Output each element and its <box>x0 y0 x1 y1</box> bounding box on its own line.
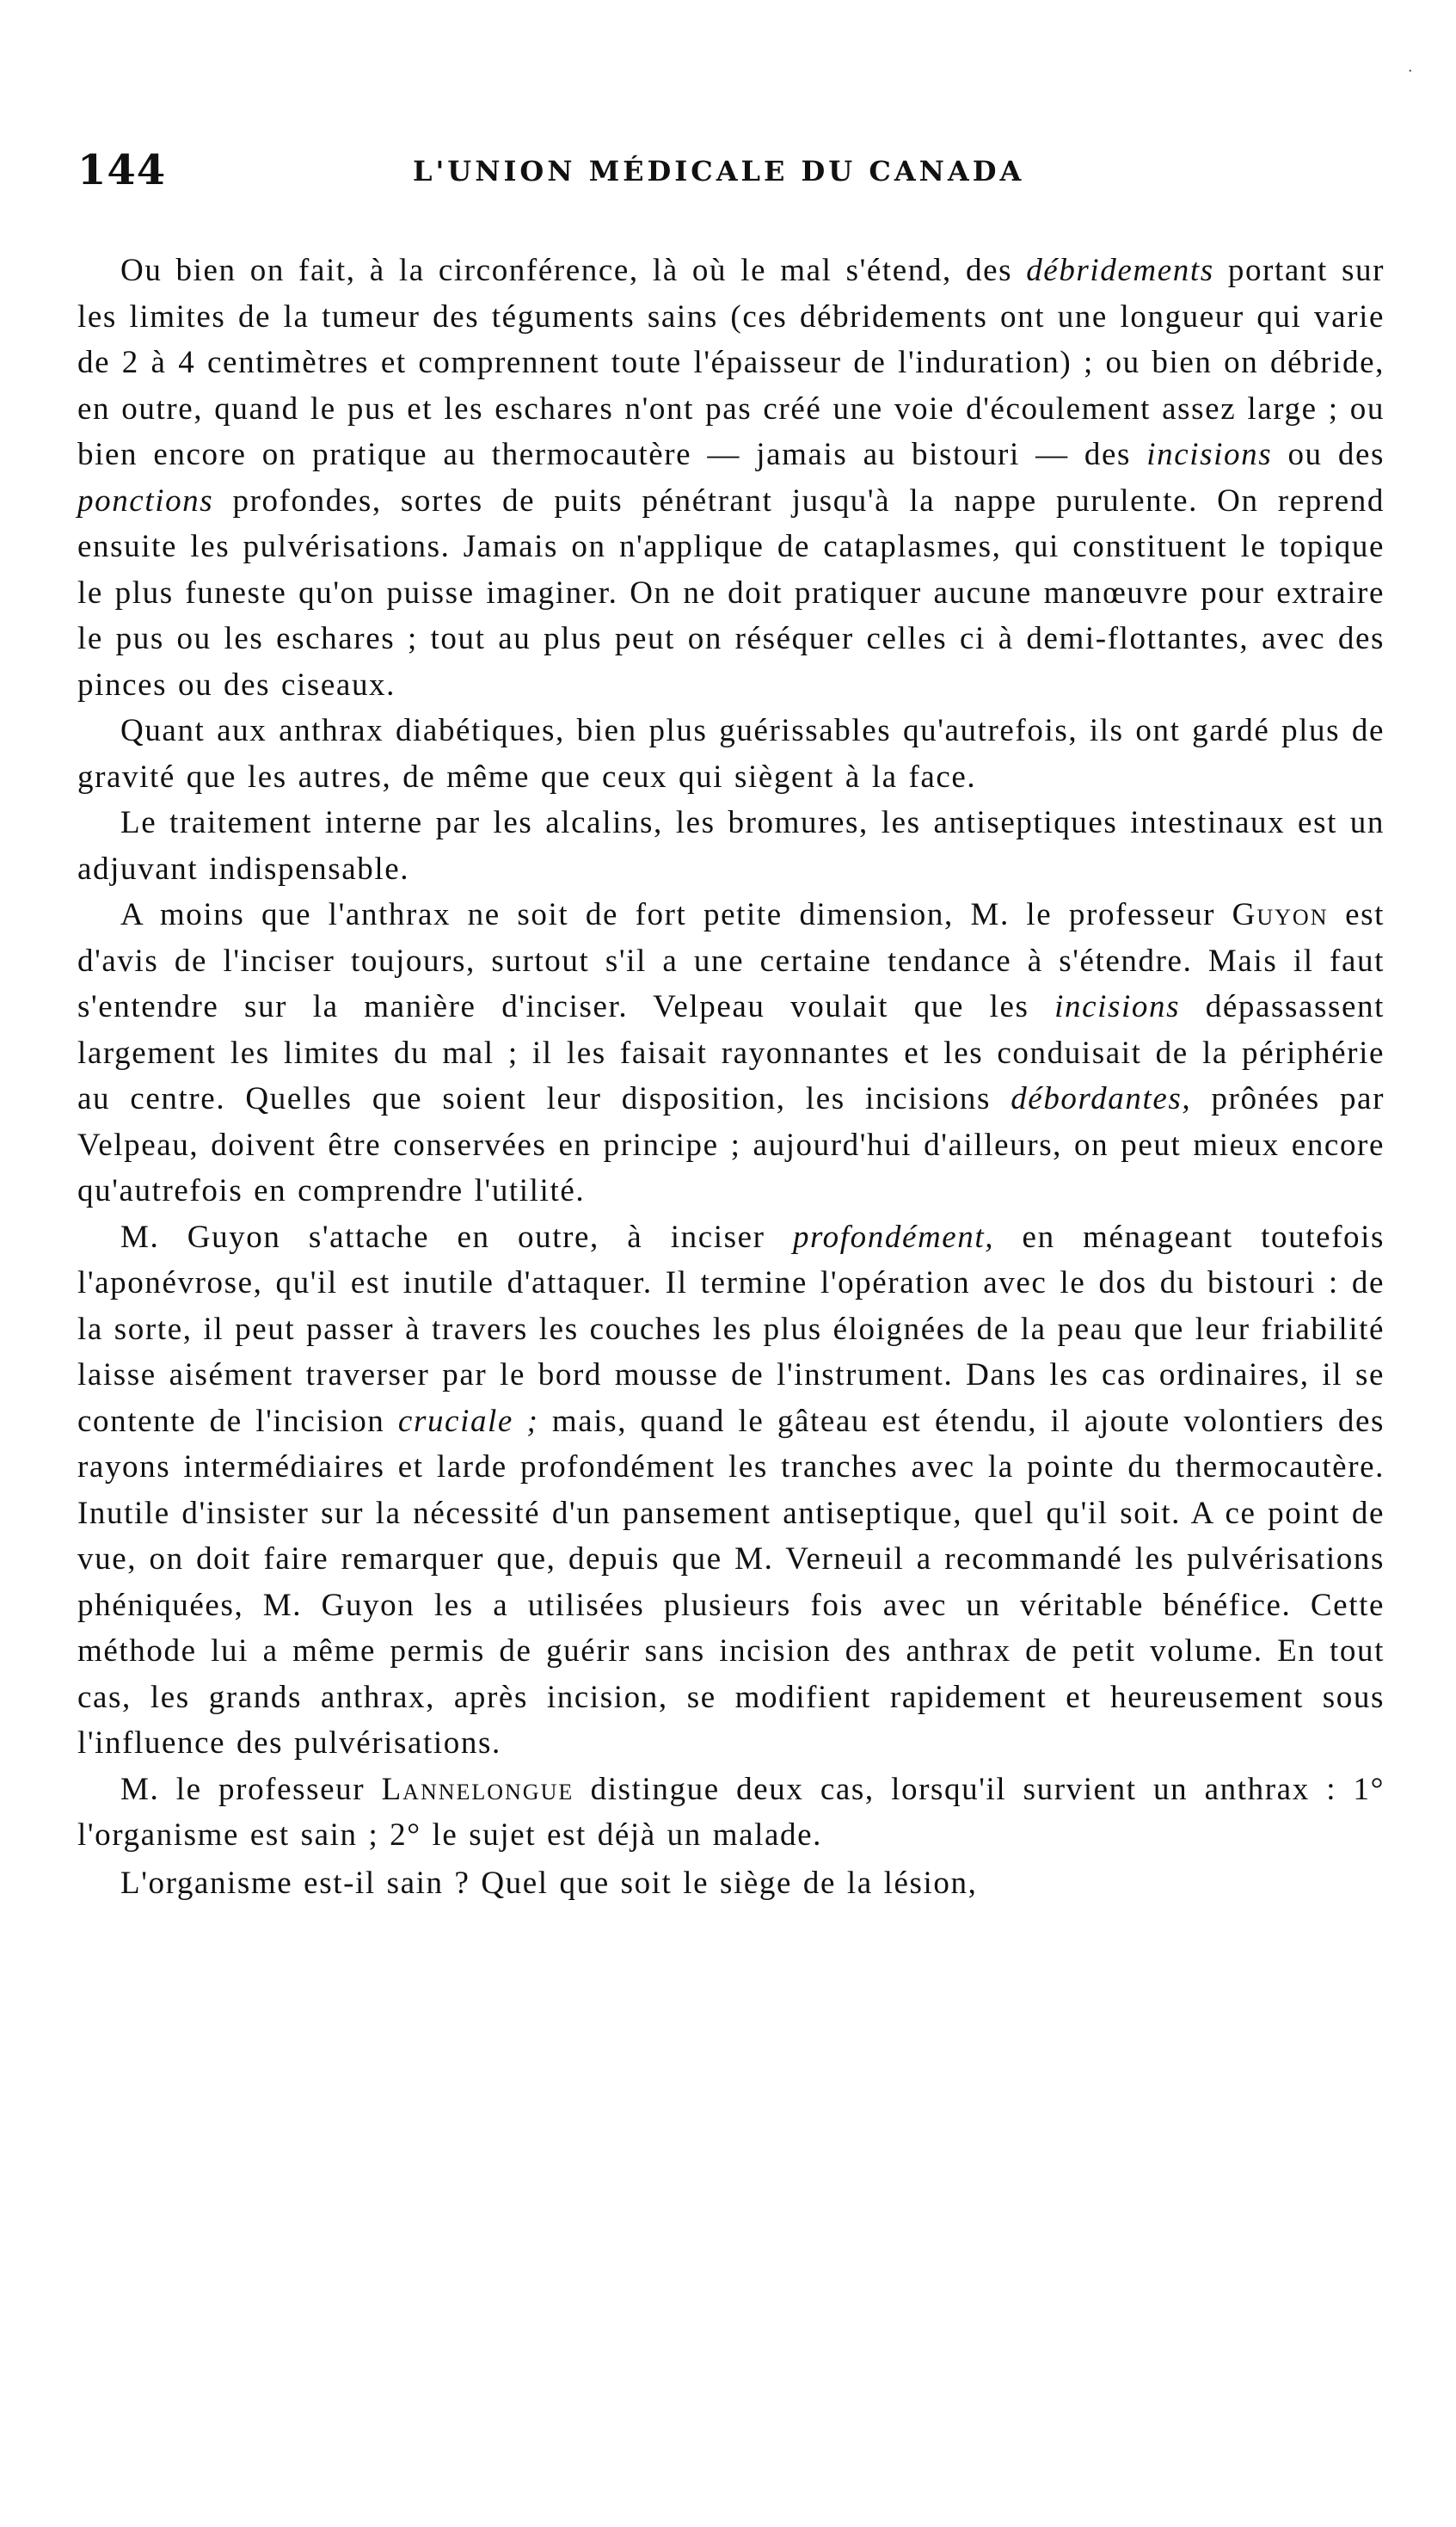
page-header <box>77 146 1385 206</box>
document-page <box>77 146 1385 1906</box>
emphasis-debridements: débridements <box>1026 253 1214 288</box>
text-run: en ménageant toutefois l'aponévrose, qu'il est inutile d'attaquer. Il termine l'opération avec le dos du bistouri : de la sorte, il peut passer à travers les couches les plus éloignées de la peau que leur friabilité laisse aisément traverser par le bord mousse de l'instrument. Dans les cas ordinaires, il se contente de l'incision <box>77 1219 1385 1439</box>
paragraph-3: Le traitement interne par les alcalins, les bromures, les antiseptiques intestinaux est un adjuvant indispensable. <box>77 805 1385 887</box>
text-run: Ou bien on fait, à la circonférence, là où le mal s'étend, des <box>120 253 1027 288</box>
text-run: prônées par Velpeau, doivent être conservées en principe ; aujourd'hui d'ailleurs, on peut mieux encore qu'autrefois en comprendre l'utilité. <box>77 1081 1385 1208</box>
paragraph-2: Quant aux anthrax diabétiques, bien plus guérissables qu'autrefois, ils ont gardé plus de gravité que les autres, de même que ceux qui siègent à la face. <box>77 713 1385 795</box>
text-run: M. le professeur <box>120 1771 382 1807</box>
text-run: M. Guyon s'attache en outre, à inciser <box>120 1219 793 1255</box>
text-run: profondes, sortes de puits pénétrant jusqu'à la nappe purulente. On reprend ensuite les pulvérisations. Jamais on n'applique de cataplasmes, qui constituent le topique le plus funeste qu'on puisse imaginer. On ne doit pratiquer aucune manœuvre pour extraire le pus ou les eschares ; tout au plus peut on réséquer celles ci à demi-flottantes, avec des pinces ou des ciseaux. <box>77 483 1385 703</box>
emphasis-ponctions: ponctions <box>77 483 214 519</box>
emphasis-incisions: incisions <box>1146 437 1273 472</box>
paragraph-4 <box>77 892 1385 1214</box>
running-title: L'UNION MÉDICALE DU CANADA <box>413 155 1025 188</box>
emphasis-debordantes: débordantes, <box>1011 1081 1192 1116</box>
paragraph-7: L'organisme est-il sain ? Quel que soit le siège de la lésion, <box>120 1865 978 1901</box>
page-number: 144 <box>77 146 167 194</box>
paragraph-6 <box>77 1767 1385 1859</box>
small-caps-name: Lannelongue <box>381 1771 574 1807</box>
text-run: portant sur les limites de la tumeur des téguments sains (ces débridements ont une longueur qui varie de 2 à 4 centimètres et comprennent toute l'épaisseur de l'induration) ; ou bien on débride, en outre, quand le pus et les eschares n'ont pas créé une voie d'écoulement assez large ; ou bien encore on pratique au thermocautère — jamais au bistouri — des <box>77 253 1385 472</box>
text-run: A moins que l'anthrax ne soit de fort petite dimension, M. le professeur <box>120 897 1232 932</box>
text-run: dépassassent largement les limites du mal ; il les faisait rayonnantes et les conduisait de la périphérie au centre. Quelles que soient leur disposition, les incisions <box>77 989 1385 1116</box>
paragraph-1 <box>77 248 1385 708</box>
emphasis-cruciale: cruciale ; <box>397 1403 539 1439</box>
scan-speck: · <box>1407 60 1413 81</box>
body-text <box>77 248 1385 1906</box>
text-run: mais, quand le gâteau est étendu, il ajoute volontiers des rayons intermédiaires et larde profondément les tranches avec la pointe du thermocautère. Inutile d'insister sur la nécessité d'un pansement antiseptique, quel qu'il soit. A ce point de vue, on doit faire remarquer que, depuis que M. Verneuil a recommandé les pulvérisations phéniquées, M. Guyon les a utilisées plusieurs fois avec un véritable bénéfice. Cette méthode lui a même permis de guérir sans incision des anthrax de petit volume. En tout cas, les grands anthrax, après incision, se modifient rapidement et heureusement sous l'influence des pulvérisations. <box>77 1403 1385 1761</box>
paragraph-5 <box>77 1214 1385 1767</box>
text-run: ou des <box>1272 437 1385 472</box>
small-caps-name: Guyon <box>1232 897 1329 932</box>
emphasis-incisions: incisions <box>1054 989 1181 1024</box>
text-run: distingue deux cas, lorsqu'il survient un anthrax : 1° l'organisme est sain ; 2° le sujet est déjà un malade. <box>77 1771 1385 1853</box>
text-run: est d'avis de l'inciser toujours, surtout s'il a une certaine tendance à s'étendre. Mais il faut s'entendre sur la manière d'inciser. Velpeau voulait que les <box>77 897 1385 1024</box>
emphasis-profondement: profondément, <box>792 1219 995 1255</box>
